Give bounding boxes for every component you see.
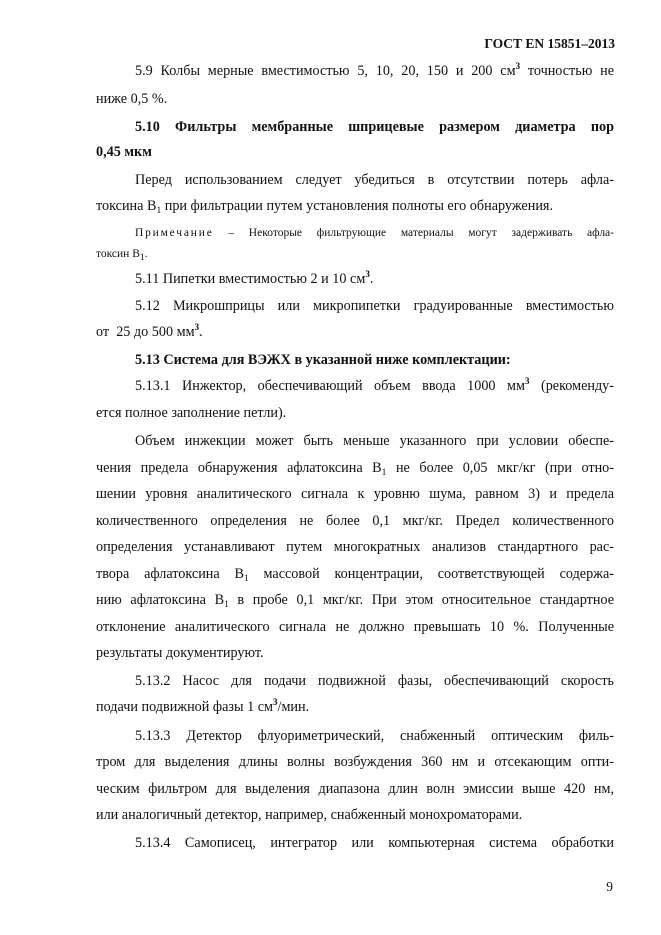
clause-5-13-1-line-1: 5.13.1 Инжектор, обеспечивающий объем ввода 1000 $мм^3$ (рекоменду- bbox=[135, 376, 614, 394]
clause-5-13-4-line-1: 5.13.4 Самописец, интегратор или компьютерная система обработки bbox=[135, 835, 614, 851]
clause-5-10-heading-line-2: 0,45 мкм bbox=[96, 144, 152, 160]
note-line-2: токсин $B_1$. bbox=[96, 248, 148, 263]
clause-5-13-3-line-4: или аналогичный детектор, например, снабженный монохроматорами. bbox=[96, 807, 523, 823]
page-number: 9 bbox=[606, 879, 613, 894]
clause-5-12-line-1: 5.12 Микрошприцы или микропипетки градуированные вместимостью bbox=[135, 298, 614, 314]
note-line-1: Примечание – Некоторые фильтрующие материалы могут задерживать афла- bbox=[135, 227, 614, 239]
volume-para-line-6: твора афлатоксина $B_1$ массовой концентрации, соответствующей содержа- bbox=[96, 566, 614, 584]
volume-para-line-9: результаты документируют. bbox=[96, 645, 264, 661]
note-label: Примечание bbox=[135, 227, 214, 239]
volume-para-line-8: отклонение аналитического сигнала не должно превышать 10 %. Полученные bbox=[96, 619, 614, 635]
volume-para-line-2: чения предела обнаружения афлатоксина $B_1$ не более 0,05 мкг/кг (при отно- bbox=[96, 460, 614, 478]
volume-para-line-7: нию афлатоксина $B_1$ в пробе 0,1 мкг/кг. При этом относительное стандартное bbox=[96, 592, 614, 610]
clause-5-13-3-line-1: 5.13.3 Детектор флуориметрический, снабженный оптическим филь- bbox=[135, 728, 614, 744]
volume-para-line-1: Объем инжекции может быть меньше указанного при условии обеспе- bbox=[135, 433, 614, 449]
volume-para-line-3: шении уровня аналитического сигнала к уровню шума, равном 3) и предела bbox=[96, 486, 614, 502]
clause-5-10-text-line-1: Перед использованием следует убедиться в отсутствии потерь афла- bbox=[135, 172, 614, 188]
clause-5-13-1-line-2: ется полное заполнение петли). bbox=[96, 405, 287, 421]
clause-5-13-3-line-3: ческим фильтром для выделения диапазона длин волн эмиссии выше 420 нм, bbox=[96, 781, 614, 797]
clause-5-13-heading: 5.13 Система для ВЭЖХ в указанной ниже комплектации: bbox=[135, 352, 511, 368]
clause-5-10-text-line-2: токсина $B_1$ при фильтрации путем установления полноты его обнаружения. bbox=[96, 198, 553, 216]
volume-para-line-5: определения устанавливают путем многократных анализов стандартного рас- bbox=[96, 539, 614, 555]
clause-5-13-2-line-2: подачи подвижной фазы 1 $см^3$/мин. bbox=[96, 697, 310, 715]
clause-5-12-line-2: от 25 до 500 $мм^3$. bbox=[96, 322, 203, 340]
clause-5-13-3-line-2: тром для выделения длины волны возбуждения 360 нм и отсекающим опти- bbox=[96, 754, 614, 770]
clause-5-11: 5.11 Пипетки вместимостью 2 и 10 $см^3$. bbox=[135, 269, 374, 287]
volume-para-line-4: количественного определения не более 0,1 мкг/кг. Предел количественного bbox=[96, 513, 614, 529]
document-code-header: ГОСТ EN 15851–2013 bbox=[484, 36, 615, 51]
clause-5-9-line-1: 5.9 Колбы мерные вместимостью 5, 10, 20, 150 и 200 $см^3$ точностью не bbox=[135, 61, 614, 79]
clause-5-9-line-2: ниже 0,5 %. bbox=[96, 91, 168, 107]
clause-5-13-2-line-1: 5.13.2 Насос для подачи подвижной фазы, обеспечивающий скорость bbox=[135, 673, 614, 689]
clause-5-10-heading-line-1: 5.10 Фильтры мембранные шприцевые размером диаметра пор bbox=[135, 119, 614, 135]
